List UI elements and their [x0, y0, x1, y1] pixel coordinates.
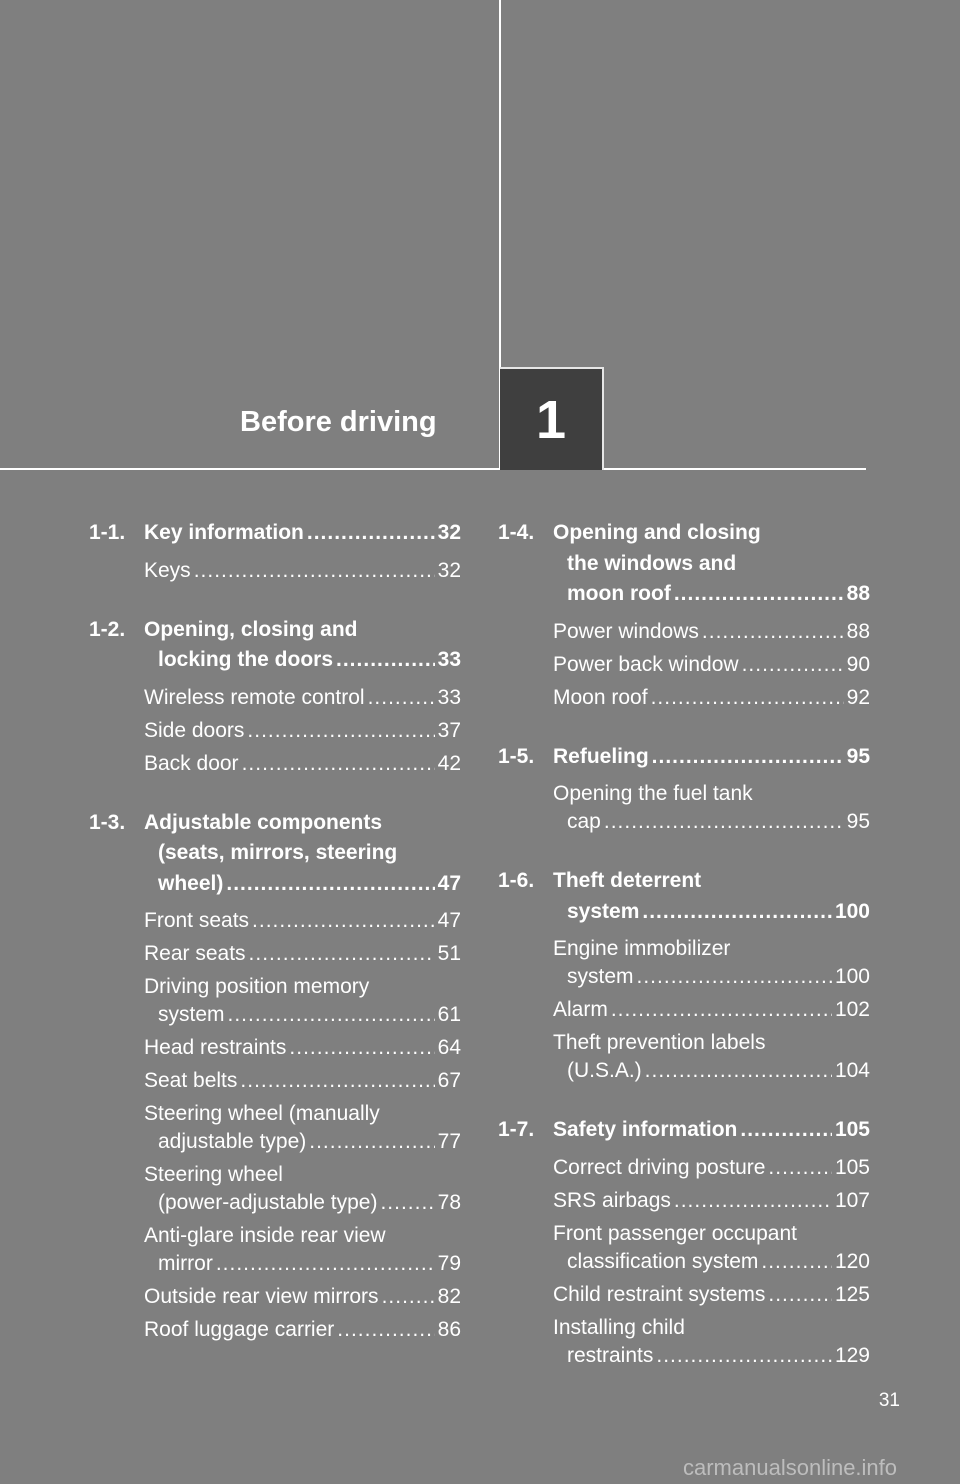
toc-item-text: Side doors — [144, 718, 245, 742]
toc-item-page: 82 — [437, 1285, 461, 1308]
toc-item-text: system — [158, 1003, 225, 1026]
toc-item-text: Steering wheel (manually — [144, 1102, 380, 1125]
horizontal-divider — [0, 468, 866, 470]
dot-leader — [216, 1250, 435, 1278]
toc-item-line — [144, 717, 461, 745]
section-page: 88 — [846, 582, 870, 605]
dot-leader — [637, 963, 832, 991]
toc-item[interactable] — [498, 780, 870, 836]
toc-item-line — [144, 1189, 461, 1217]
toc-item[interactable] — [89, 1161, 461, 1217]
toc-item-text: Wireless remote control — [144, 685, 365, 709]
toc-item-text: restraints — [567, 1343, 654, 1367]
dot-leader — [768, 1154, 832, 1182]
section-page: 105 — [834, 1118, 870, 1141]
toc-item-page: 92 — [846, 685, 870, 709]
dot-leader — [611, 996, 832, 1024]
section-title-line — [144, 838, 461, 869]
toc-item[interactable] — [89, 973, 461, 1029]
dot-leader — [656, 1342, 832, 1370]
toc-item-text: Head restraints — [144, 1036, 287, 1059]
section-title-text: Adjustable components — [144, 810, 383, 834]
section-title-text: Opening, closing and — [144, 617, 358, 641]
toc-item-line — [144, 557, 461, 585]
toc-item-line — [144, 907, 461, 935]
toc-item-page: 88 — [846, 619, 870, 643]
toc-item-text: adjustable type) — [158, 1130, 307, 1153]
section-title-text: locking the doors — [158, 648, 334, 671]
dot-leader — [336, 645, 435, 676]
toc-item-text: Anti-glare inside rear view — [144, 1224, 386, 1247]
toc-item[interactable] — [89, 750, 461, 778]
toc-item[interactable] — [89, 1283, 461, 1311]
toc-item-page: 61 — [437, 1003, 461, 1026]
section-page: 95 — [846, 744, 870, 768]
toc-section — [498, 866, 870, 1085]
toc-item-line — [553, 996, 870, 1024]
toc-item[interactable] — [89, 717, 461, 745]
section-heading[interactable] — [89, 808, 461, 900]
section-number: 1-4. — [498, 521, 535, 544]
chapter-title: Before driving — [240, 406, 437, 438]
section-title-text: moon roof — [567, 582, 671, 605]
section-heading[interactable] — [498, 518, 870, 610]
toc-item-line — [553, 935, 870, 963]
toc-item-text: Alarm — [553, 998, 608, 1021]
toc-section — [89, 518, 461, 585]
toc-item-line — [553, 684, 870, 712]
dot-leader — [674, 1187, 832, 1215]
toc-item-line — [144, 1250, 461, 1278]
toc-item[interactable] — [498, 935, 870, 991]
section-number: 1-6. — [498, 869, 535, 892]
toc-item[interactable] — [89, 1067, 461, 1095]
section-page: 100 — [834, 899, 870, 923]
dot-leader — [380, 1189, 434, 1217]
section-title-text: Refueling — [553, 744, 649, 768]
toc-item-text: Power windows — [553, 619, 699, 643]
toc-item-text: classification system — [567, 1249, 759, 1273]
toc-item-line — [144, 940, 461, 968]
section-page: 33 — [437, 648, 461, 671]
toc-item-page: 86 — [437, 1318, 461, 1341]
toc-item-text: mirror — [158, 1252, 213, 1275]
dot-leader — [740, 1115, 832, 1146]
toc-item[interactable] — [89, 684, 461, 712]
toc-item-text: Rear seats — [144, 942, 246, 965]
toc-item-text: Correct driving posture — [553, 1155, 766, 1179]
section-heading[interactable] — [89, 518, 461, 549]
toc-item-text: Opening the fuel tank — [553, 782, 753, 805]
toc-item-page: 100 — [834, 965, 870, 988]
toc-item[interactable] — [498, 684, 870, 712]
toc-item-line — [144, 1316, 461, 1344]
dot-leader — [642, 897, 832, 928]
section-title-line — [553, 866, 870, 897]
toc-column-left — [89, 518, 461, 1374]
toc-item-page: 90 — [846, 652, 870, 676]
toc-item-text: Theft prevention labels — [553, 1031, 766, 1054]
section-title-text: wheel) — [158, 871, 224, 895]
toc-item-page: 67 — [437, 1069, 461, 1092]
section-title-line — [553, 897, 870, 928]
toc-item-text: (U.S.A.) — [567, 1059, 642, 1082]
toc-item-text: Moon roof — [553, 685, 648, 709]
toc-item[interactable] — [89, 907, 461, 935]
section-title-text: Theft deterrent — [553, 869, 702, 892]
toc-item-line — [553, 1029, 870, 1057]
toc-item-line — [144, 973, 461, 1001]
dot-leader — [307, 518, 435, 549]
toc-section — [498, 742, 870, 837]
section-title-line — [144, 645, 461, 676]
section-title-line — [553, 579, 870, 610]
toc-item-line — [144, 1283, 461, 1311]
section-title-line — [144, 808, 461, 839]
toc-item[interactable] — [498, 1187, 870, 1215]
toc-item[interactable] — [498, 1281, 870, 1309]
toc-item-page: 102 — [834, 998, 870, 1021]
toc-item-page: 51 — [437, 942, 461, 965]
toc-section — [89, 615, 461, 778]
section-heading[interactable] — [498, 742, 870, 773]
toc-item-page: 107 — [834, 1188, 870, 1212]
section-number: 1-7. — [498, 1118, 535, 1141]
toc-item-line — [144, 1100, 461, 1128]
toc-item-text: Outside rear view mirrors — [144, 1285, 379, 1308]
dot-leader — [309, 1128, 434, 1156]
dot-leader — [674, 579, 844, 610]
toc-item-line — [144, 750, 461, 778]
toc-item-page: 125 — [834, 1282, 870, 1306]
toc-item-page: 129 — [834, 1343, 870, 1367]
toc-item[interactable] — [89, 940, 461, 968]
toc-section — [498, 1115, 870, 1370]
section-title-line — [144, 615, 461, 646]
toc-item-line — [553, 1187, 870, 1215]
toc-item[interactable] — [498, 996, 870, 1024]
toc-section — [89, 808, 461, 1345]
dot-leader — [645, 1057, 832, 1085]
dot-leader — [226, 869, 434, 900]
dot-leader — [768, 1281, 832, 1309]
toc-item-line — [553, 651, 870, 679]
section-heading[interactable] — [89, 615, 461, 676]
toc-item-text: SRS airbags — [553, 1188, 671, 1212]
toc-item[interactable] — [89, 1316, 461, 1344]
dot-leader — [382, 1283, 435, 1311]
toc-item-line — [553, 618, 870, 646]
dot-leader — [652, 742, 844, 773]
toc-item[interactable] — [498, 651, 870, 679]
toc-item-text: Keys — [144, 558, 191, 582]
toc-item-line — [144, 1161, 461, 1189]
toc-item-text: Installing child — [553, 1315, 685, 1339]
toc-item-text: Steering wheel — [144, 1163, 283, 1186]
dot-leader — [761, 1248, 832, 1276]
toc-item-page: 42 — [437, 751, 461, 775]
dot-leader — [194, 557, 435, 585]
toc-item-page: 105 — [834, 1155, 870, 1179]
toc-item-text: Child restraint systems — [553, 1282, 766, 1306]
dot-leader — [702, 618, 844, 646]
toc-item[interactable] — [498, 1220, 870, 1276]
toc-item-text: system — [567, 965, 634, 988]
toc-item-line — [553, 1154, 870, 1182]
section-number: 1-1. — [89, 521, 126, 544]
toc-item[interactable] — [498, 1314, 870, 1370]
toc-column-right — [498, 518, 870, 1400]
toc-item[interactable] — [498, 1029, 870, 1085]
toc-item-page: 95 — [846, 810, 870, 833]
chapter-number: 1 — [535, 389, 567, 450]
toc-item[interactable] — [89, 557, 461, 585]
toc-item[interactable] — [89, 1034, 461, 1062]
section-title-line — [553, 1115, 870, 1146]
watermark: carmanualsonline.info — [683, 1455, 898, 1480]
toc-item-text: Engine immobilizer — [553, 937, 731, 960]
toc-item-text: Back door — [144, 751, 239, 775]
toc-item-line — [144, 684, 461, 712]
section-number: 1-5. — [498, 744, 535, 768]
section-title-text: system — [567, 899, 640, 923]
dot-leader — [252, 907, 435, 935]
section-title-line — [553, 549, 870, 580]
toc-item-page: 47 — [437, 909, 461, 932]
toc-item[interactable] — [89, 1222, 461, 1278]
section-page: 47 — [437, 871, 461, 895]
section-title-line — [144, 518, 461, 549]
toc-item-page: 64 — [437, 1036, 461, 1059]
toc-item-line — [144, 1067, 461, 1095]
dot-leader — [742, 651, 844, 679]
section-page: 32 — [437, 521, 461, 544]
section-title-text: (seats, mirrors, steering — [158, 841, 398, 864]
toc-item-text: Roof luggage carrier — [144, 1318, 335, 1341]
toc-item-text: Seat belts — [144, 1069, 238, 1092]
toc-item-line — [553, 808, 870, 836]
toc-item[interactable] — [498, 1154, 870, 1182]
dot-leader — [247, 717, 434, 745]
section-title-text: Key information — [144, 521, 304, 544]
dot-leader — [240, 1067, 434, 1095]
toc-item-line — [553, 1314, 870, 1342]
toc-item-page: 77 — [437, 1130, 461, 1153]
toc-item-text: (power-adjustable type) — [158, 1191, 378, 1214]
toc-item-text: Front passenger occupant — [553, 1221, 797, 1245]
dot-leader — [651, 684, 844, 712]
section-title-line — [144, 869, 461, 900]
toc-item-line — [553, 1248, 870, 1276]
dot-leader — [337, 1316, 434, 1344]
toc-item-line — [553, 1342, 870, 1370]
toc-item[interactable] — [498, 618, 870, 646]
toc-item-text: Front seats — [144, 909, 250, 932]
section-title-text: Safety information — [553, 1118, 738, 1141]
dot-leader — [242, 750, 435, 778]
toc-item-text: Power back window — [553, 652, 739, 676]
dot-leader — [368, 684, 435, 712]
toc-item-page: 120 — [834, 1249, 870, 1273]
toc-item-text: Driving position memory — [144, 975, 370, 998]
dot-leader — [289, 1034, 434, 1062]
toc-item-page: 37 — [437, 718, 461, 742]
section-title-line — [553, 518, 870, 549]
section-heading[interactable] — [498, 866, 870, 927]
toc-item-text: cap — [567, 810, 601, 833]
chapter-number-box — [500, 367, 604, 470]
toc-item-line — [553, 963, 870, 991]
page-number: 31 — [878, 1390, 900, 1411]
toc-item-page: 79 — [437, 1252, 461, 1275]
toc-item-line — [553, 1220, 870, 1248]
dot-leader — [249, 940, 435, 968]
section-title-line — [553, 742, 870, 773]
section-heading[interactable] — [498, 1115, 870, 1146]
toc-item-page: 32 — [437, 558, 461, 582]
toc-item-line — [553, 1057, 870, 1085]
toc-item[interactable] — [89, 1100, 461, 1156]
toc-item-page: 33 — [437, 685, 461, 709]
section-number: 1-3. — [89, 810, 126, 834]
toc-item-line — [553, 780, 870, 808]
toc-item-line — [144, 1034, 461, 1062]
toc-item-line — [144, 1222, 461, 1250]
section-number: 1-2. — [89, 617, 126, 641]
toc-item-page: 104 — [834, 1059, 870, 1082]
toc-section — [498, 518, 870, 712]
toc-item-line — [553, 1281, 870, 1309]
toc-item-line — [144, 1128, 461, 1156]
toc-item-page: 78 — [437, 1191, 461, 1214]
section-title-text: the windows and — [567, 551, 737, 575]
dot-leader — [604, 808, 844, 836]
dot-leader — [228, 1001, 435, 1029]
toc-item-line — [144, 1001, 461, 1029]
section-title-text: Opening and closing — [553, 521, 761, 544]
